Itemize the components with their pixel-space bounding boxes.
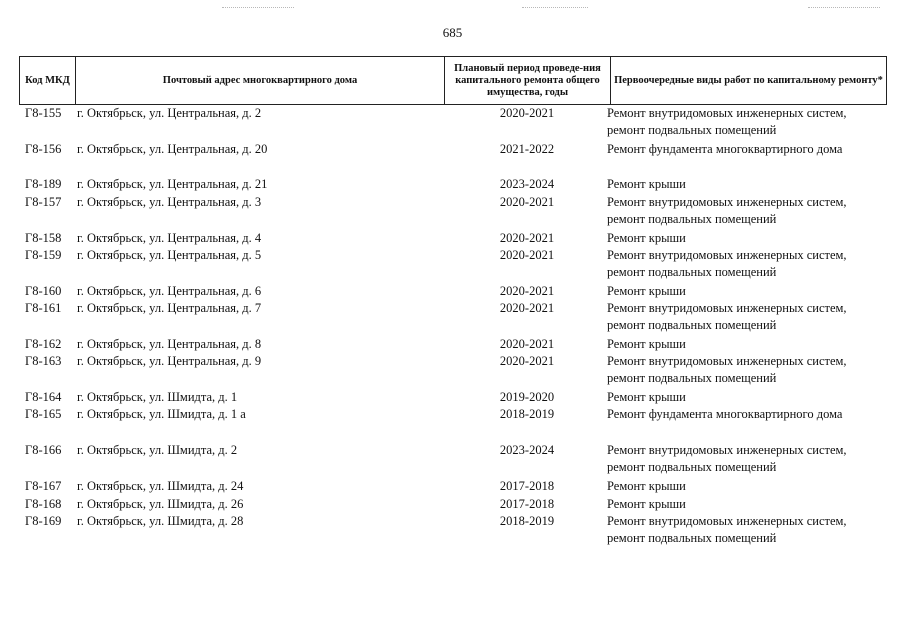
row-works: [607, 442, 887, 476]
row-code: Г8-155: [25, 106, 62, 120]
row-period: 2018-2019: [499, 407, 555, 421]
row-works-line: Ремонт фундамента многоквартирного дома: [607, 407, 843, 421]
row-works-line: Ремонт крыши: [607, 390, 686, 404]
page-number: 685: [442, 25, 463, 40]
row-works: [607, 247, 887, 281]
row-works-line: Ремонт крыши: [607, 284, 686, 298]
row-works: [607, 513, 887, 547]
row-works-line: Ремонт внутридомовых инженерных систем,: [607, 248, 847, 262]
row-address: г. Октябрьск, ул. Центральная, д. 2: [77, 106, 262, 120]
row-address: г. Октябрьск, ул. Центральная, д. 3: [77, 195, 262, 209]
row-address: г. Октябрьск, ул. Центральная, д. 9: [77, 354, 262, 368]
row-code: Г8-166: [25, 443, 62, 457]
row-period: 2017-2018: [499, 479, 555, 493]
row-period: 2020-2021: [499, 354, 555, 368]
row-works-line: Ремонт фундамента многоквартирного дома: [607, 142, 843, 156]
row-works: [607, 283, 887, 300]
row-period: 2020-2021: [499, 248, 555, 262]
row-period: 2017-2018: [499, 497, 555, 511]
row-address: г. Октябрьск, ул. Шмидта, д. 1 а: [77, 407, 246, 421]
row-code: Г8-159: [25, 248, 62, 262]
row-code: Г8-156: [25, 142, 62, 156]
row-address: г. Октябрьск, ул. Центральная, д. 8: [77, 337, 262, 351]
row-address: г. Октябрьск, ул. Центральная, д. 5: [77, 248, 262, 262]
row-code: Г8-162: [25, 337, 62, 351]
row-works: [607, 300, 887, 334]
row-works: [607, 353, 887, 387]
capital-repair-table: [19, 56, 887, 545]
row-code: Г8-160: [25, 284, 62, 298]
header-code: Код МКД: [20, 57, 76, 104]
row-works-line: Ремонт внутридомовых инженерных систем,: [607, 106, 847, 120]
row-works-line: ремонт подвальных помещений: [607, 531, 777, 545]
row-works: [607, 141, 887, 158]
row-code: Г8-169: [25, 514, 62, 528]
row-period: 2018-2019: [499, 514, 555, 528]
row-period: 2020-2021: [499, 106, 555, 120]
row-works-line: ремонт подвальных помещений: [607, 318, 777, 332]
row-works-line: Ремонт крыши: [607, 177, 686, 191]
header-works: Первоочередные виды работ по капитальному ремонту*: [614, 74, 883, 86]
row-works-line: Ремонт внутридомовых инженерных систем,: [607, 195, 847, 209]
row-works-line: Ремонт крыши: [607, 497, 686, 511]
row-works-line: Ремонт внутридомовых инженерных систем,: [607, 443, 847, 457]
row-works-line: ремонт подвальных помещений: [607, 212, 777, 226]
row-works-line: Ремонт крыши: [607, 479, 686, 493]
row-works-line: Ремонт внутридомовых инженерных систем,: [607, 354, 847, 368]
row-code: Г8-157: [25, 195, 62, 209]
row-code: Г8-168: [25, 497, 62, 511]
row-address: г. Октябрьск, ул. Шмидта, д. 26: [77, 497, 244, 511]
row-works: [607, 194, 887, 228]
header-period: Плановый период проведе-ния капитального ремонта общего имущества, годы: [445, 57, 611, 104]
row-address: г. Октябрьск, ул. Шмидта, д. 1: [77, 390, 238, 404]
row-address: г. Октябрьск, ул. Центральная, д. 4: [77, 231, 262, 245]
row-period: 2023-2024: [499, 443, 555, 457]
row-period: 2020-2021: [499, 337, 555, 351]
row-code: Г8-164: [25, 390, 62, 404]
row-code: Г8-165: [25, 407, 62, 421]
row-period: 2021-2022: [499, 142, 555, 156]
row-works: [607, 336, 887, 353]
row-works-line: ремонт подвальных помещений: [607, 265, 777, 279]
row-works: [607, 176, 887, 193]
row-works: [607, 406, 887, 423]
row-address: г. Октябрьск, ул. Центральная, д. 21: [77, 177, 268, 191]
row-code: Г8-163: [25, 354, 62, 368]
table-header: [19, 56, 887, 105]
scan-artifacts: [0, 7, 905, 11]
row-address: г. Октябрьск, ул. Шмидта, д. 24: [77, 479, 244, 493]
row-period: 2020-2021: [499, 301, 555, 315]
row-works: [607, 230, 887, 247]
row-period: 2020-2021: [499, 231, 555, 245]
row-works: [607, 389, 887, 406]
row-works-line: Ремонт крыши: [607, 231, 686, 245]
row-period: 2019-2020: [499, 390, 555, 404]
row-period: 2020-2021: [499, 284, 555, 298]
row-works-line: Ремонт внутридомовых инженерных систем,: [607, 514, 847, 528]
row-works: [607, 105, 887, 139]
row-code: Г8-158: [25, 231, 62, 245]
row-code: Г8-167: [25, 479, 62, 493]
row-address: г. Октябрьск, ул. Центральная, д. 7: [77, 301, 262, 315]
row-works: [607, 478, 887, 495]
row-period: 2023-2024: [499, 177, 555, 191]
row-address: г. Октябрьск, ул. Шмидта, д. 28: [77, 514, 244, 528]
row-works-line: ремонт подвальных помещений: [607, 460, 777, 474]
row-code: Г8-161: [25, 301, 62, 315]
row-works: [607, 496, 887, 513]
row-address: г. Октябрьск, ул. Центральная, д. 20: [77, 142, 268, 156]
row-works-line: Ремонт внутридомовых инженерных систем,: [607, 301, 847, 315]
row-code: Г8-189: [25, 177, 62, 191]
row-address: г. Октябрьск, ул. Центральная, д. 6: [77, 284, 262, 298]
row-address: г. Октябрьск, ул. Шмидта, д. 2: [77, 443, 238, 457]
row-works-line: ремонт подвальных помещений: [607, 371, 777, 385]
row-works-line: Ремонт крыши: [607, 337, 686, 351]
header-address: Почтовый адрес многоквартирного дома: [76, 57, 445, 104]
row-works-line: ремонт подвальных помещений: [607, 123, 777, 137]
row-period: 2020-2021: [499, 195, 555, 209]
